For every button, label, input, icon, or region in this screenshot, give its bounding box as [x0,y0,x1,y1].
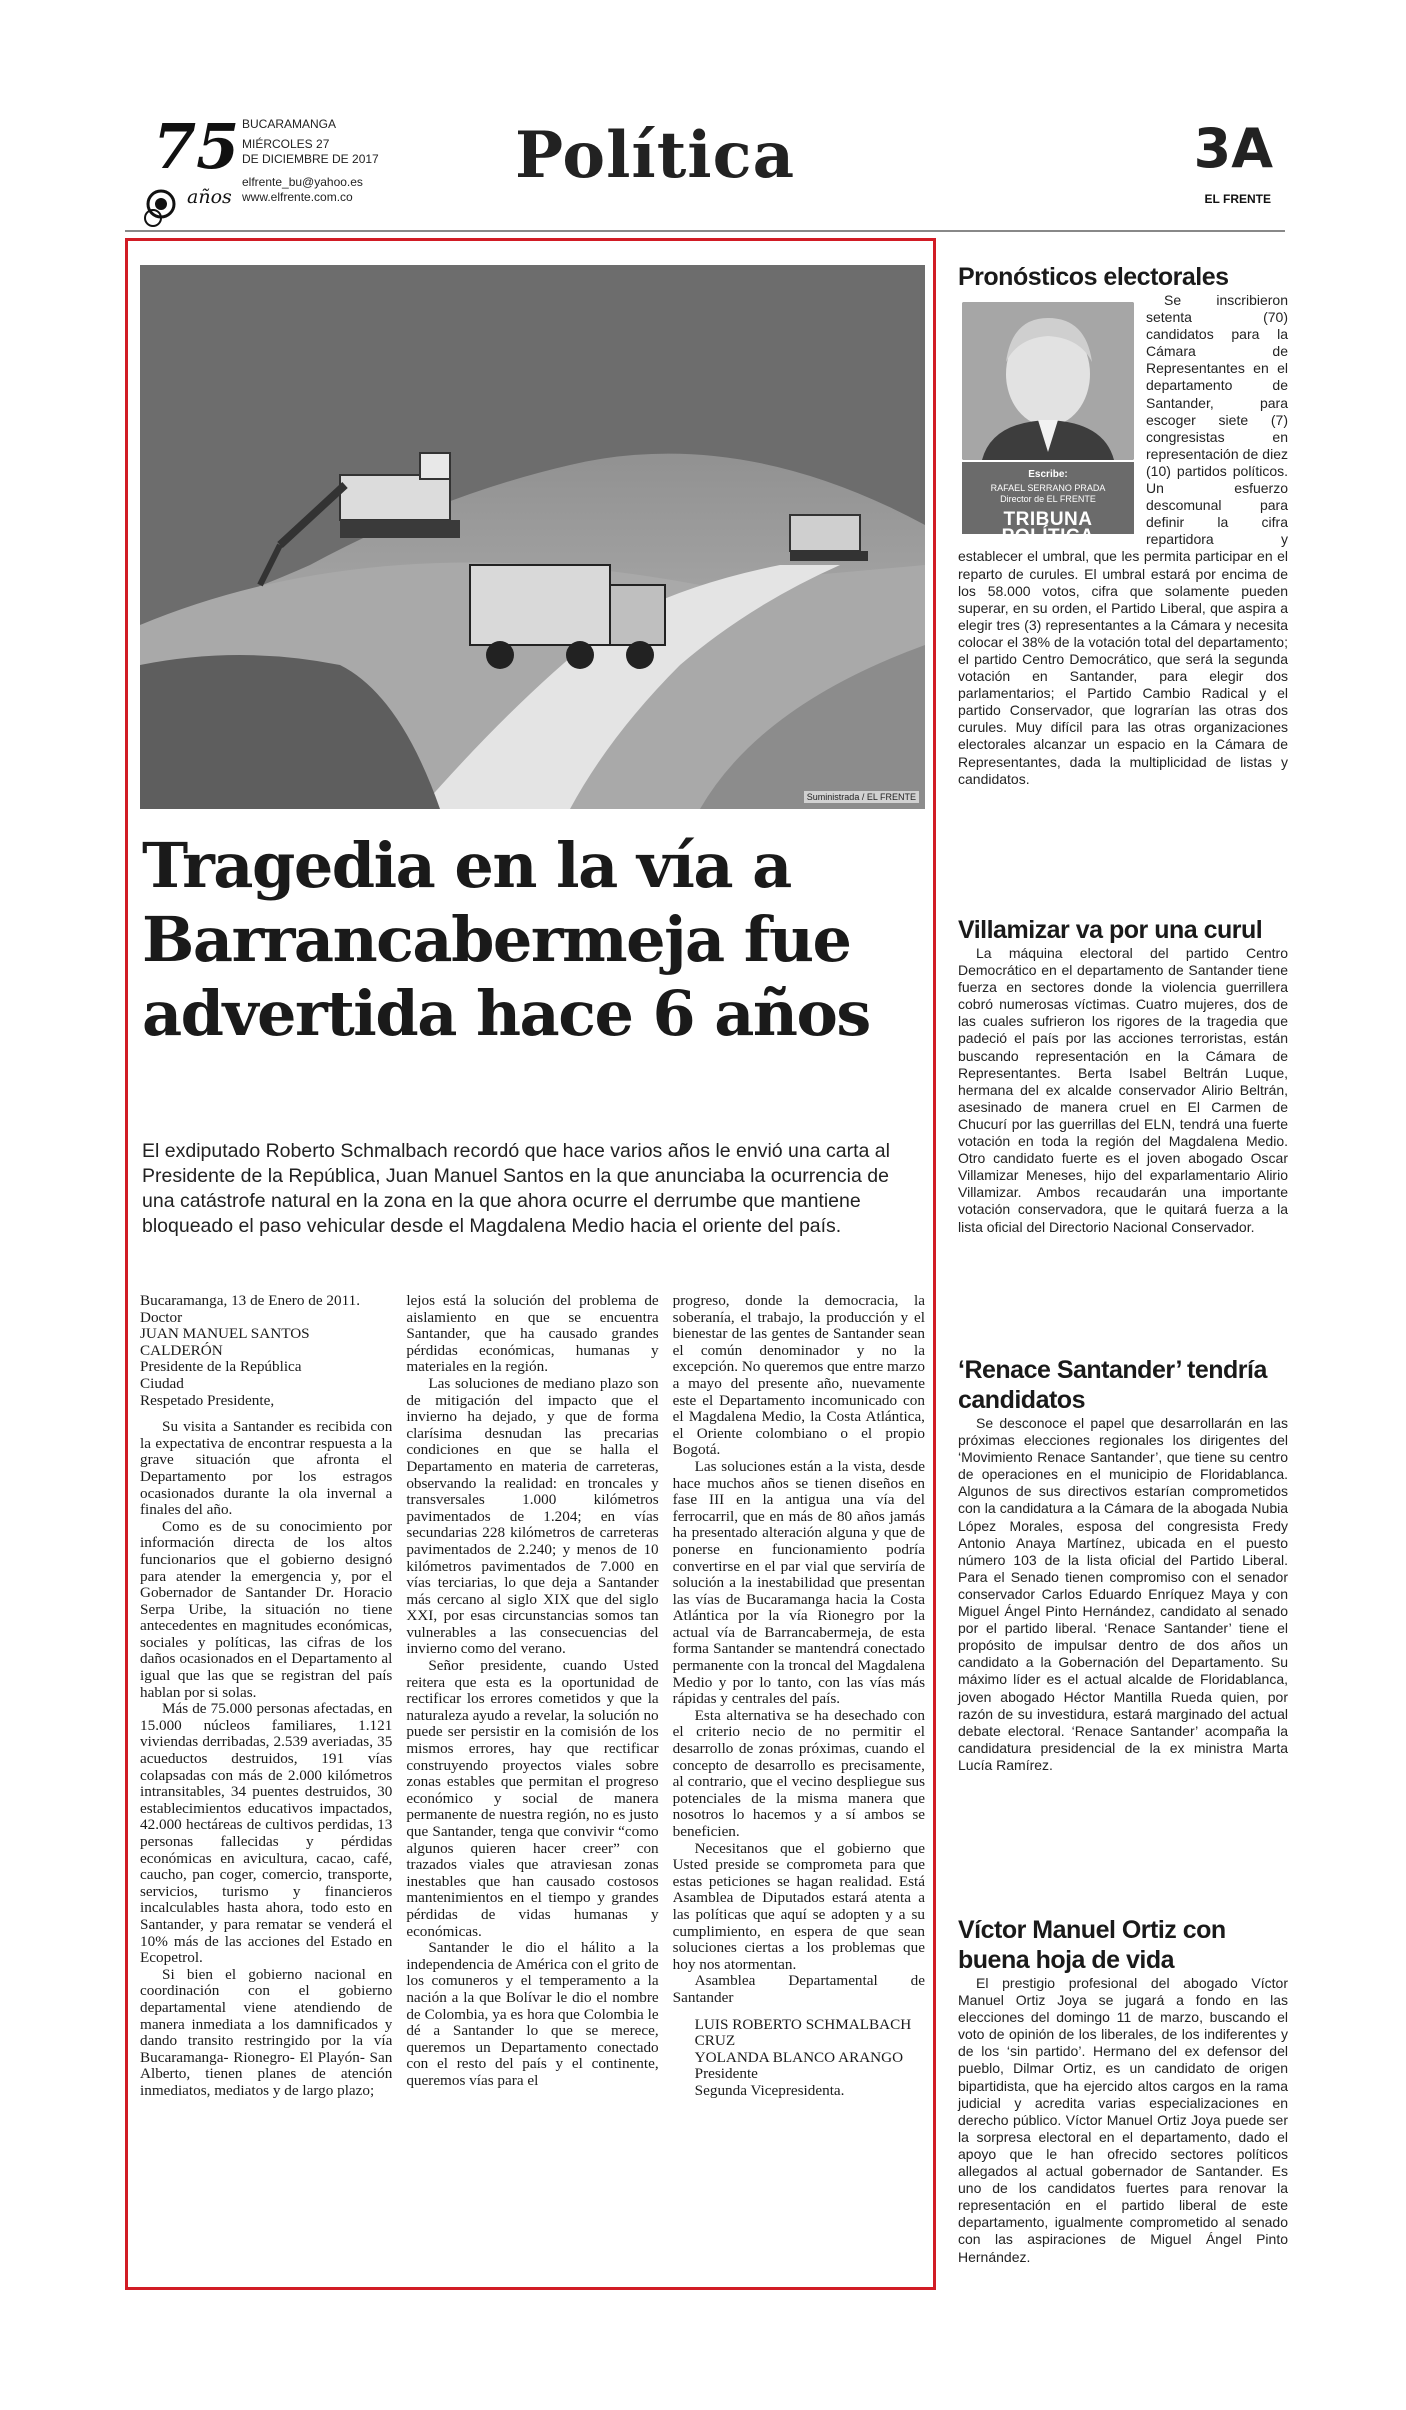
renace-text: Se desconoce el papel que desarrollarán en las próximas elecciones regionales los dirigentes del ‘Movimiento Renace Santander’, que tiene su centro de operaciones en el municipio de Floridablanca. Algunos de sus directivos estarían comprometidos con la candidatura a la Cámara de la abogada Nubia López Morales, esposa del congresista Fredy Antonio Anaya Martínez, ubicada en el puesto número 103 de la lista oficial del Partido Liberal. Para el Senado tienen compromiso con el senador conservador Carlos Eduardo Enríquez Maya y con Miguel Ángel Pinto Hernández, candidato al senado por el partido liberal. ‘Renace Santander’ tiene el propósito de impulsar dentro de dos años un candidato a la Gobernación del Departamento. Su máximo líder es el actual alcalde de Floridablanca, joven abogado Héctor Mantilla Rueda quien, por razón de su investidura, estará marginado del actual debate electoral. ‘Renace Santander’ acompaña la candidatura presidencial de la ex ministra Marta Lucía Ramírez. [958,1415,1288,1773]
logo-word: años [187,186,232,208]
paragraph: Su visita a Santander es recibida con la expectativa de encontrar respuesta a la grave situación que afronta el Departamento por los estragos ocasionados durante la ola invernal a finales del año. [140,1418,393,1519]
date-line-2: DE DICIEMBRE DE 2017 [242,152,379,166]
main-article [125,238,936,2290]
portrait-icon [962,302,1134,460]
logo-number: 75 [153,110,240,183]
author-portrait [962,302,1134,460]
email-link[interactable]: elfrente_bu@yahoo.es [242,175,363,189]
paragraph: Como es de su conocimiento por información directa de los altos funcionarios que el gobierno designó para atender la emergencia y, por el Gobernador de Santander Dr. Horacio Serpa Uribe, la situación no tiene antecedentes en magnitudes económicas, sociales y políticas, las cifras de los daños ocasionados en el Departamento al igual que las que se registran del país hablan por si solas. [140,1517,393,1701]
pronosticos-text: Se inscribieron setenta (70) candidatos para la Cámara de Representantes en el departamento de Santander, para escoger siete (7) congresistas en representación de diez (10) partidos políticos. Un esfuerzo descomunal para definir la cifra repartidora y establecer el umbral, que les permita participar en el reparto de curules. El umbral estará por encima de los 58.000 votos, cifra que solamente pueden superar, en su orden, el Partido Liberal, que aspira a elegir tres (3) representantes a la Cámara y necesita colocar el 38% de la votación total del departamento; el partido Centro Democrático, que será la segunda votación en Santander, para elegir dos parlamentarios; el Partido Cambio Radical y el partido Conservador, que lograrían las otras dos curules. Muy difícil para las otras organizaciones electorales alcanzar un espacio en la Cámara de Representantes, dada la multiplicidad de listas y candidatos. [958,292,1288,787]
paragraph: Esta alternativa se ha desechado con el criterio necio de no permitir el desarrollo de zonas próximas, cuando el concepto de desarrollo es precisamente, al contrario, que el vecino despliegue sus potenciales de la misma manera que nosotros lo hacemos y a sí ambos se beneficien. [672,1706,925,1840]
villamizar-title: Villamizar va por una curul [958,916,1263,944]
masthead [125,110,1285,230]
circles-icon [143,188,183,228]
masthead-meta [242,117,379,205]
paragraph: Necesitanos que el gobierno que Usted preside se comprometa para que estas peticiones se hagan realidad. Está Asamblea de Diputados estará atenta a las políticas que aquí se adopten y a su cumplimiento, en espera de que sean soluciones ciertas a los problemas que hoy nos atormentan. [672,1839,925,1973]
paragraph: Santander le dio el hálito a la independencia de América con el grito de los comuneros y el temperamento a la nación a la que Bolívar le dio el nombre de Colombia, ya es hora que Colombia le dé a Santander lo que se merece, queremos un Departamento conectado con el resto del país y el continente, queremos vías para el [406,1939,659,2089]
paragraph: progreso, donde la democracia, la soberanía, el trabajo, la producción y el bienestar de las gentes de Santander sean el común denominador y no la excepción. No queremos que entre marzo a mayo del presente año, nuevamente este el Departamento incomunicado con el Magdalena Medio, la Costa Atlántica, el Oriente colombiano o el propio Bogotá. [672,1293,925,1459]
signatory-2-role: Segunda Vicepresidenta. [694,2081,845,2099]
paragraph: lejos está la solución del problema de aislamiento en que se encuentra Santander, que ha causado grandes pérdidas económicas, humanas y materiales en la región. [406,1293,659,1376]
ortiz-title: Víctor Manuel Ortiz con buena hoja de vida [958,1916,1226,1974]
recipient-name: JUAN MANUEL SANTOS CALDERÓN [140,1325,310,1359]
paragraph: Las soluciones de mediano plazo son de mitigación del impacto que el invierno ha dejado, y que de forma clarísima desnudan las precarias condiciones en que se halla el Departamento en materia de carreteras, observando la realidad: en troncales y transversales 1.000 kilómetros pavimentados de 1.204; en vías secundarias 228 kilómetros de carreteras pavimentados de 2.240; y menos de 10 kilómetros pavimentados de 7.000 en vías terciarias, lo que deja a Santander más cercano al siglo XIX que del siglo XXI, por esas circunstancias somos tan vulnerables a las consecuencias del invierno como del verano. [406,1374,659,1658]
author-role: Director de EL FRENTE [1000,494,1096,505]
pronosticos-body [958,292,1288,788]
pronosticos-title: Pronósticos electorales [958,263,1229,291]
page-number: 3A [1193,117,1273,180]
signatory-2: YOLANDA BLANCO ARANGO [694,2048,904,2066]
renace-body [958,1415,1288,1774]
letter-date: Bucaramanga, 13 de Enero de 2011. [140,1293,360,1309]
greeting: Respetado Presidente, [140,1391,275,1409]
article-deck: El exdiputado Roberto Schmalbach recordó que hace varios años le envió una carta al Presidente de la República, Juan Manuel Santos en la que anunciaba la ocurrencia de una catástrofe natural en la zona en la que ahora ocurre el derrumbe que mantiene bloqueado el paso vehicular desde el Magdalena Medio hacia el oriente del país. [142,1140,890,1237]
sidebar-pronosticos [958,262,1288,788]
author-name: RAFAEL SERRANO PRADA [990,483,1106,494]
ortiz-text: El prestigio profesional del abogado Víctor Manuel Ortiz Joya se jugará a fondo en las elecciones del domingo 11 de marzo, buscando el voto de opinión de los liberales, de los indiferentes y de los ‘sin partido’. Hermano del ex defensor del pueblo, Dilmar Ortiz, es un candidato de origen bipartidista, que ha ejercido altos cargos en la rama judicial y acredita varias especializaciones en derecho público. Víctor Manuel Ortiz Joya puede ser la sorpresa electoral en el departamento, dado el apoyo que le han ofrecido sectores políticos allegados al actual gobernador de Santander. Es uno de los candidatos fuertes para renovar la representación en el partido liberal de este departamento, igualmente comprometido al senado con las aspiraciones de Miguel Ángel Pinto Hernández. [958,1975,1288,2265]
paragraph: Si bien el gobierno nacional en coordinación con el gobierno departamental viene atendiendo de manera inmediata a los damnificados y dando transito restringido por la vía Bucaramanga- Rionegro- El Playón- San Alberto, tienen planes de atención inmediatos, mediatos y de largo plazo; [140,1965,393,2099]
article-column-1 [140,1293,392,2283]
city: BUCARAMANGA [242,117,337,131]
escribe-label: Escribe: [1028,469,1068,480]
article-column-3 [673,1293,925,2283]
article-column-2 [406,1293,658,2283]
paragraph: Más de 75.000 personas afectadas, en 15.000 núcleos familiares, 1.121 viviendas derribadas, 2.539 averiadas, 35 acueductos destruidos, 191 vías colapsadas con más de 2.000 kilómetros intransitables, 34 puentes destruidos, 30 establecimientos educativos impactados, 42.000 hectáreas de cultivos perdidas, 13 personas fallecidas y pérdidas económicas en avicultura, cacao, café, caucho, pan coger, comercio, transporte, servicios, turismo y financieros incalculables hasta ahora, todo esto en Santander, y para rematar se venderá el 10% más de las acciones del Estado en Ecopetrol. [140,1700,393,1967]
paper-name: EL FRENTE [1204,192,1271,206]
paragraph: Señor presidente, cuando Usted reitera que esta es la oportunidad de rectificar los errores cometidos y que la naturaleza ayudo a revelar, la solución no puede ser persistir en la comisión de los mismos errores, hay que rectificar construyendo proyectos viales sobre zonas estables que permitan el progreso económico y social de manera permanente de nuestra región, no es justo que Santander, tenga que convivir “como algunos quieren hacer creer” con trazados viales que atraviesan zonas inestables que han causado costosos mantenimientos en el tiempo y grandes pérdidas de vidas humanas y económicas. [406,1657,659,1940]
date-line-1: MIÉRCOLES 27 [242,137,330,151]
photo-credit: Suministrada / EL FRENTE [804,791,919,803]
sidebar-ortiz [958,1915,1288,2266]
recipient-city: Ciudad [140,1374,184,1392]
ortiz-body [958,1975,1288,2266]
article-headline: Tragedia en la vía a Barrancabermeja fue advertida hace 6 años [142,829,870,1050]
website-link[interactable]: www.elfrente.com.co [242,190,353,204]
villamizar-text: La máquina electoral del partido Centro Democrático en el departamento de Santander tiene fuerza en sectores donde la violencia guerrillera cobró numerosas víctimas. Cuatro mujeres, dos de las cuales sufrieron los rigores de la tragedia que padeció el país por las acciones terroristas, están buscando representación en la Cámara de Representantes. Berta Isabel Beltrán Luque, hermana del ex alcalde conservador Alirio Beltrán, asesinado de manera cruel en El Carmen de Chucurí por las guerrillas del ELN, tendrá una fuerte votación en toda la región del Magdalena Medio. Otro candidato fuerte es el joven abogado Oscar Villamizar Meneses, hijo del exparlamentario Alirio Villamizar. Ambos recaudarán una importante votación conservadora, que le quitará fuerza a la lista oficial del Directorio Nacional Conservador. [958,945,1288,1235]
renace-title: ‘Renace Santander’ tendría candidatos [958,1356,1267,1414]
salutation-title: Doctor [140,1308,183,1326]
tribuna-box [958,296,1138,548]
signatory-1: LUIS ROBERTO SCHMALBACH CRUZ [694,2015,912,2050]
villamizar-body [958,945,1288,1236]
masthead-rule [125,230,1285,232]
sidebar-villamizar [958,915,1288,1236]
recipient-role: Presidente de la República [140,1358,302,1376]
anniversary-logo [143,110,253,226]
signatory-1-role: Presidente [694,2065,758,2083]
landslide-photo [140,265,925,809]
article-body [140,1293,925,2283]
tribuna-tag [962,462,1134,548]
landslide-image-icon [140,265,925,809]
signature-org: Asamblea Departamental de Santander [672,1972,925,2006]
column-label: TRIBUNA POLÍTICA [1001,509,1095,548]
section-title: Política [515,118,796,193]
sidebar-renace [958,1355,1288,1774]
paragraph: Las soluciones están a la vista, desde hace muchos años se tienen diseños en fase III en la antigua una vía del ferrocarril, que en más de 80 años jamás ha presentado alteración alguna y que de ponerse en funcionamiento podría convertirse en el par vial que serviría de solución a la inestabilidad que presentan las vías de Bucaramanga hacia la Costa Atlántica por la vía Rionegro por la actual vía de Barrancabermeja, de esta forma Santander se mantendrá conectado permanente con la troncal del Magdalena Medio y por lo tanto, con las vías más rápidas y centrales del país. [672,1457,925,1708]
